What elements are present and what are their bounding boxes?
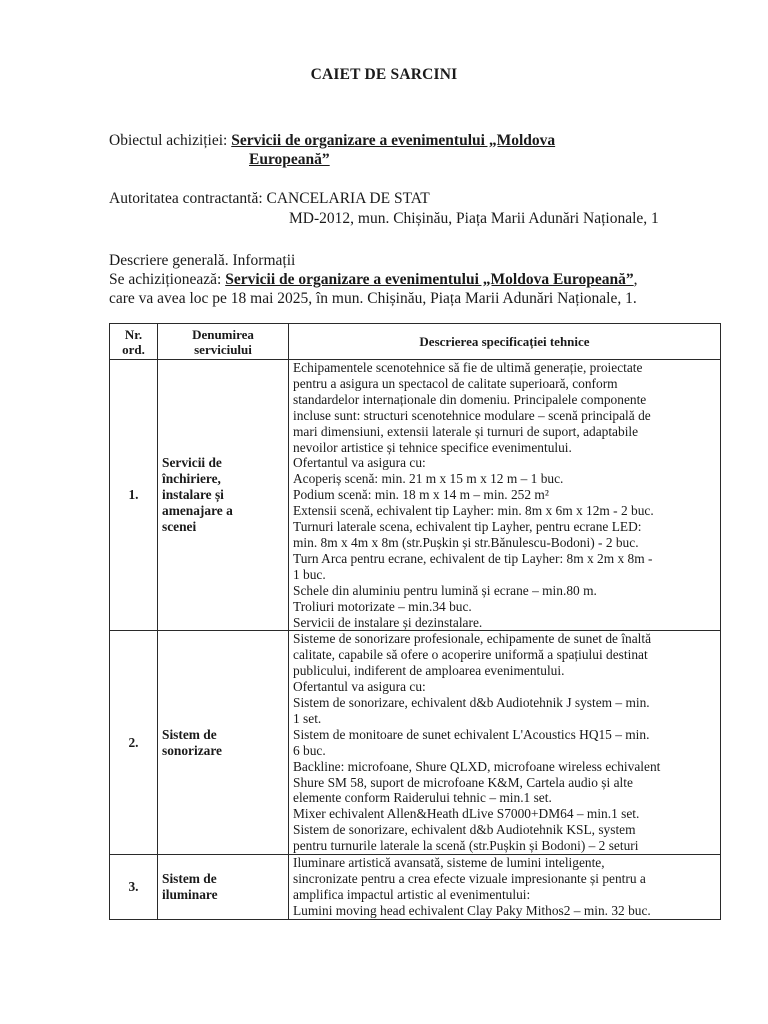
obiect-line-1: [109, 132, 555, 150]
autoritate-label: Autoritatea contractantă:: [109, 190, 263, 207]
obiect-value-2: Europeană”: [249, 151, 330, 168]
description-line: 6 buc.: [293, 742, 326, 758]
description-line: min. 8m x 4m x 8m (str.Pușkin și str.Bănulescu-Bodoni) - 2 buc.: [293, 534, 639, 550]
service-name-line: sonorizare: [162, 742, 222, 758]
description-line: 1 buc.: [293, 566, 326, 582]
description-line: amplifica impactul artistic al evenimentului:: [293, 886, 531, 902]
autoritate-address: MD-2012, mun. Chișinău, Piața Marii Adunări Naționale, 1: [289, 210, 659, 227]
description-line: Podium scenă: min. 18 m x 14 m – min. 252 m²: [293, 487, 549, 503]
description-line: Mixer echivalent Allen&Heath dLive S7000+DM64 – min.1 set.: [293, 806, 640, 822]
description-line: mari dimensiuni, extensii laterale și turnuri de suport, adaptabile: [293, 423, 639, 439]
table-row: [110, 360, 721, 631]
description-line: Sistem de sonorizare, echivalent d&b Audiotehnik KSL, system: [293, 822, 636, 838]
service-description: [289, 855, 721, 920]
row-number: 2.: [110, 631, 158, 855]
header-den-line1: Denumirea: [192, 326, 254, 342]
service-name-line: Servicii de: [162, 455, 222, 471]
row-number: 3.: [110, 855, 158, 920]
service-description: [289, 360, 721, 631]
service-name-line: Sistem de: [162, 726, 217, 742]
table-row: [110, 631, 721, 855]
header-nr-line1: Nr.: [124, 326, 143, 342]
table-body: [110, 360, 721, 920]
descriere-heading: Descriere generală. Informații: [109, 252, 296, 269]
service-name: [158, 360, 289, 631]
header-nr: [110, 324, 158, 360]
service-name-line: scenei: [162, 519, 197, 535]
description-line: sincronizate pentru a crea efecte vizuale impresionante și pentru a: [293, 871, 646, 886]
obiect-label: Obiectul achiziției:: [109, 132, 228, 149]
description-line: elemente conform Raiderului tehnic – min.1 set.: [293, 790, 552, 806]
description-line: Lumini moving head echivalent Clay Paky Mithos2 – min. 32 buc.: [293, 902, 651, 918]
description-line: Troliuri motorizate – min.34 buc.: [293, 598, 472, 614]
description-line: nevoilor artistice și tehnice specifice evenimentului.: [293, 439, 572, 455]
description-line: Sisteme de sonorizare profesionale, echipamente de sunet de înaltă: [293, 631, 652, 647]
header-descriere: Descrierea specificației tehnice: [289, 324, 721, 360]
description-line: Sistem de sonorizare, echivalent d&b Audiotehnik J system – min.: [293, 695, 650, 711]
autoritate-line: [109, 190, 430, 208]
description-line: Schele din aluminiu pentru lumină și ecrane – min.80 m.: [293, 582, 597, 598]
service-name: [158, 631, 289, 855]
service-name-line: amenajare a: [162, 503, 233, 519]
description-line: Turnuri laterale scena, echivalent tip Layher, pentru ecrane LED:: [293, 519, 642, 535]
header-nr-line2: ord.: [122, 341, 145, 357]
achizitioneaza-line: [109, 271, 638, 289]
service-name-line: închiriere,: [162, 471, 221, 487]
description-line: pentru turnurile laterale la scenă (str.Pușkin și Bodoni) – 2 seturi: [293, 838, 639, 854]
description-line: Acoperiș scenă: min. 21 m x 15 m x 12 m – 1 buc.: [293, 471, 564, 487]
obiect-value-1: Servicii de organizare a evenimentului „Moldova: [231, 132, 556, 149]
service-name: [158, 855, 289, 920]
description-line: Servicii de instalare și dezinstalare.: [293, 614, 483, 630]
header-denumirea: [158, 324, 289, 360]
description-line: incluse sunt: structuri scenotehnice modulare – scenă principală de: [293, 407, 651, 423]
description-line: 1 set.: [293, 710, 322, 726]
description-line: calitate, capabile să ofere o acoperire uniformă a spațiului destinat: [293, 647, 648, 663]
autoritate-name: CANCELARIA DE STAT: [266, 190, 430, 207]
service-name-line: iluminare: [162, 886, 218, 902]
achizitioneaza-value: Servicii de organizare a evenimentului „Moldova Europeană”: [225, 271, 634, 288]
description-line: Ofertantul va asigura cu:: [293, 679, 426, 695]
row-number: 1.: [110, 360, 158, 631]
service-name-line: Sistem de: [162, 871, 217, 886]
document-title: CAIET DE SARCINI: [310, 66, 458, 83]
achizitioneaza-label: Se achiziționează:: [109, 271, 222, 288]
description-line: Ofertantul va asigura cu:: [293, 455, 426, 471]
table-row: [110, 855, 721, 920]
description-line: Extensii scenă, echivalent tip Layher: min. 8m x 6m x 12m - 2 buc.: [293, 503, 654, 519]
description-line: publicului, indiferent de amploarea evenimentului.: [293, 663, 565, 679]
header-den-line2: serviciului: [194, 341, 252, 357]
description-line: Echipamentele scenotehnice să fie de ultimă generație, proiectate: [293, 360, 643, 375]
spec-table: [109, 323, 721, 920]
description-line: pentru a asigura un spectacol de calitate superioară, conform: [293, 375, 618, 391]
description-line: Backline: microfoane, Shure QLXD, microfoane wireless echivalent: [293, 758, 661, 774]
service-description: [289, 631, 721, 855]
table-header-row: [110, 324, 721, 360]
description-line: Iluminare artistică avansată, sisteme de lumini inteligente,: [293, 855, 605, 871]
description-line: Sistem de monitoare de sunet echivalent L'Acoustics HQ15 – min.: [293, 726, 650, 742]
achizitioneaza-comma: ,: [633, 271, 638, 288]
obiect-line-2: [249, 151, 330, 169]
description-line: standardelor internaționale din domeniu. Principalele componente: [293, 391, 647, 407]
description-line: Shure SM 58, suport de microfoane K&M, Cartela audio și alte: [293, 774, 633, 790]
event-line: care va avea loc pe 18 mai 2025, în mun. Chișinău, Piața Marii Adunări Naționale, 1.: [109, 290, 637, 307]
description-line: Turn Arca pentru ecrane, echivalent de tip Layher: 8m x 2m x 8m -: [293, 550, 653, 566]
service-name-line: instalare și: [162, 487, 224, 503]
